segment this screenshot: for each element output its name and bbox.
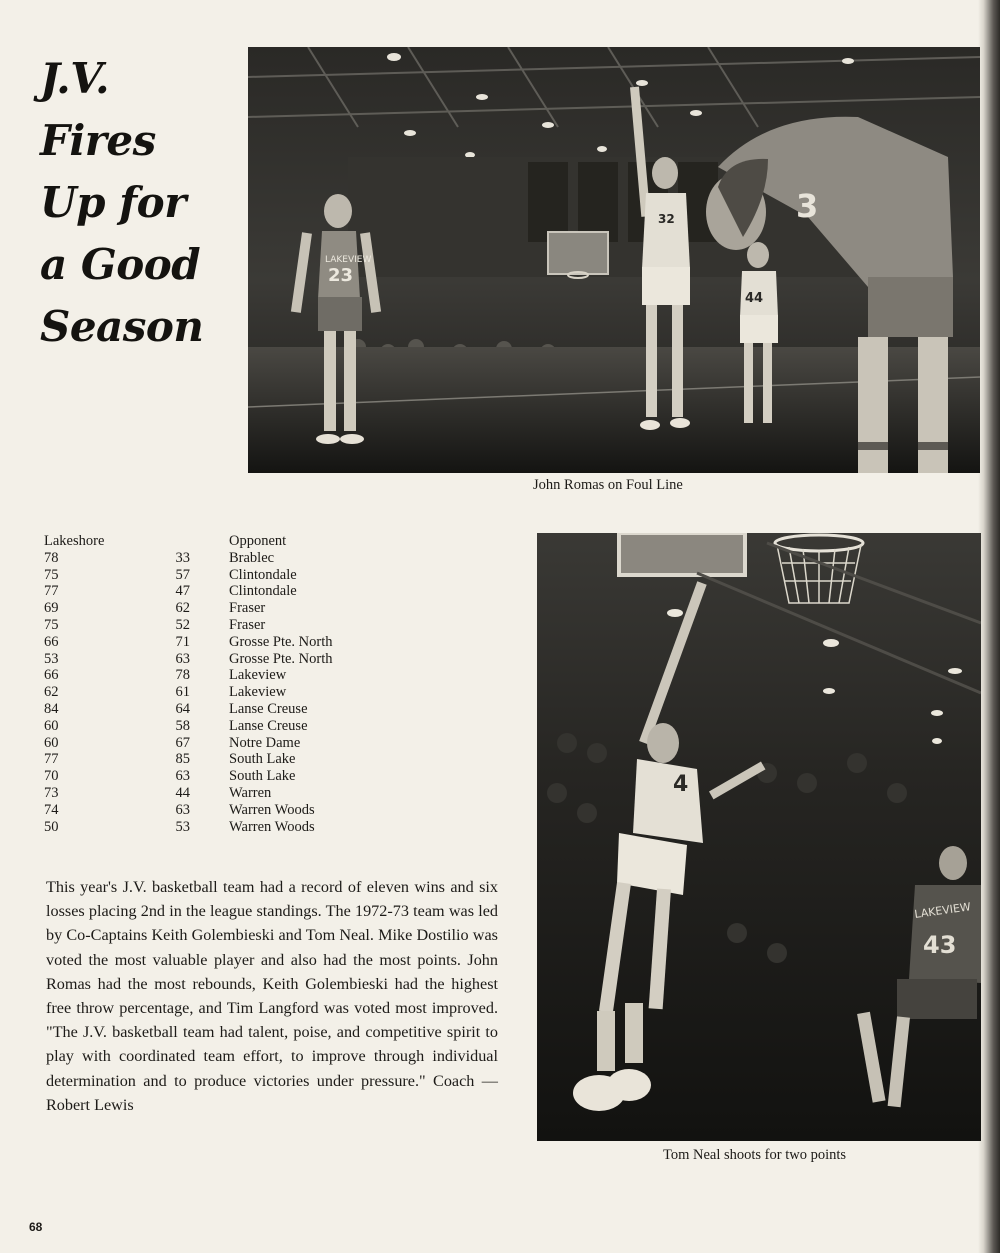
opponent-score: 44: [175, 784, 190, 801]
opponent-name: Grosse Pte. North: [229, 650, 333, 667]
opponent-name: Fraser: [229, 600, 266, 617]
score-row: [44, 617, 384, 634]
jersey-number: 3: [796, 187, 819, 225]
jersey-number: 23: [328, 265, 354, 286]
page-number: 68: [29, 1220, 43, 1234]
opponent-score: 63: [175, 801, 190, 818]
opponent-name: South Lake: [229, 768, 296, 785]
score-row: [44, 768, 384, 785]
lakeshore-score: 77: [44, 583, 59, 600]
lakeshore-score: 75: [44, 616, 59, 633]
lakeshore-score: 50: [44, 818, 59, 835]
score-row: [44, 802, 384, 819]
photo-foul-line: [248, 47, 980, 473]
opponent-name: Brablec: [229, 549, 275, 566]
lakeshore-score: 75: [44, 566, 59, 583]
opponent-name: Clintondale: [229, 566, 297, 583]
opponent-name: Lanse Creuse: [229, 717, 308, 734]
lakeshore-score: 60: [44, 734, 59, 751]
opponent-score: 33: [175, 549, 190, 566]
photo-caption: Tom Neal shoots for two points: [663, 1147, 847, 1163]
opponent-score: 57: [175, 566, 190, 583]
jersey-text: LAKEVIEW: [325, 255, 372, 265]
score-row: [44, 718, 384, 735]
photo-foul-line-image: [248, 47, 980, 473]
opponent-score: 52: [175, 616, 190, 633]
opponent-name: Lanse Creuse: [229, 700, 308, 717]
score-row: [44, 701, 384, 718]
photo-caption: John Romas on Foul Line: [533, 477, 683, 493]
opponent-score: 58: [175, 717, 190, 734]
lakeshore-score: 60: [44, 717, 59, 734]
score-row: [44, 684, 384, 701]
score-table: [44, 533, 384, 835]
score-row: [44, 600, 384, 617]
score-row: [44, 667, 384, 684]
title-line: Season: [40, 302, 204, 351]
title-line: Up for: [40, 178, 186, 227]
opponent-score: 62: [175, 600, 190, 617]
lakeshore-score: 77: [44, 751, 59, 768]
lakeshore-score: 73: [44, 784, 59, 801]
title-line: Fires: [40, 116, 156, 165]
opponent-name: Grosse Pte. North: [229, 633, 333, 650]
opponent-score: 53: [175, 818, 190, 835]
title-line: J.V.: [40, 54, 110, 103]
score-row: [44, 785, 384, 802]
opponent-score: 63: [175, 650, 190, 667]
lakeshore-score: 78: [44, 549, 59, 566]
lakeshore-score: 53: [44, 650, 59, 667]
opponent-name: Clintondale: [229, 583, 297, 600]
opponent-score: 85: [175, 751, 190, 768]
column-header-opponent: Opponent: [229, 533, 287, 549]
page-title: [40, 48, 240, 358]
opponent-name: Warren Woods: [229, 818, 315, 835]
lakeshore-score: 62: [44, 684, 59, 701]
lakeshore-score: 66: [44, 667, 59, 684]
jersey-number: 32: [658, 212, 675, 226]
score-row: [44, 735, 384, 752]
photo-layup: [537, 533, 981, 1141]
score-row: [44, 567, 384, 584]
opponent-name: Warren Woods: [229, 801, 315, 818]
jersey-text: LAKEVIEW: [913, 900, 972, 921]
lakeshore-score: 74: [44, 801, 59, 818]
opponent-score: 67: [175, 734, 190, 751]
jersey-number: 4: [673, 772, 689, 797]
opponent-name: Warren: [229, 784, 272, 801]
score-row: [44, 550, 384, 567]
score-row: [44, 751, 384, 768]
opponent-name: South Lake: [229, 751, 296, 768]
opponent-score: 47: [175, 583, 190, 600]
lakeshore-score: 69: [44, 600, 59, 617]
photo-layup-image: [537, 533, 981, 1141]
opponent-name: Fraser: [229, 616, 266, 633]
page-binding-edge: [978, 0, 1000, 1253]
opponent-score: 71: [175, 633, 190, 650]
opponent-score: 64: [175, 700, 190, 717]
title-line: a Good: [40, 240, 201, 289]
article-body: This year's J.V. basketball team had a record of eleven wins and six losses placing 2nd in the league standings. The 1972-73 team was led by Co-Captains Keith Golembieski and Tom Neal. Mike Dostilio was voted the most valuable player and also had the most points. John Romas had the most rebounds, Keith Golembieski had the highest free throw percentage, and Tim Langford was voted most improved. "The J.V. basketball team had talent, poise, and competitive spirit to play with coordinated team effort, to improve through individual determination and to produce victories under pressure." Coach — Robert Lewis: [46, 878, 498, 1114]
jersey-number: 44: [745, 291, 764, 306]
opponent-score: 78: [175, 667, 190, 684]
score-row: [44, 651, 384, 668]
score-row: [44, 583, 384, 600]
column-header-lakeshore: Lakeshore: [44, 533, 105, 549]
lakeshore-score: 84: [44, 700, 59, 717]
opponent-name: Lakeview: [229, 684, 287, 701]
score-table-header: [44, 533, 384, 550]
opponent-name: Notre Dame: [229, 734, 301, 751]
opponent-name: Lakeview: [229, 667, 287, 684]
opponent-score: 61: [175, 684, 190, 701]
lakeshore-score: 70: [44, 768, 59, 785]
lakeshore-score: 66: [44, 633, 59, 650]
jersey-number: 43: [923, 931, 957, 959]
score-row: [44, 819, 384, 836]
opponent-score: 63: [175, 768, 190, 785]
score-row: [44, 634, 384, 651]
